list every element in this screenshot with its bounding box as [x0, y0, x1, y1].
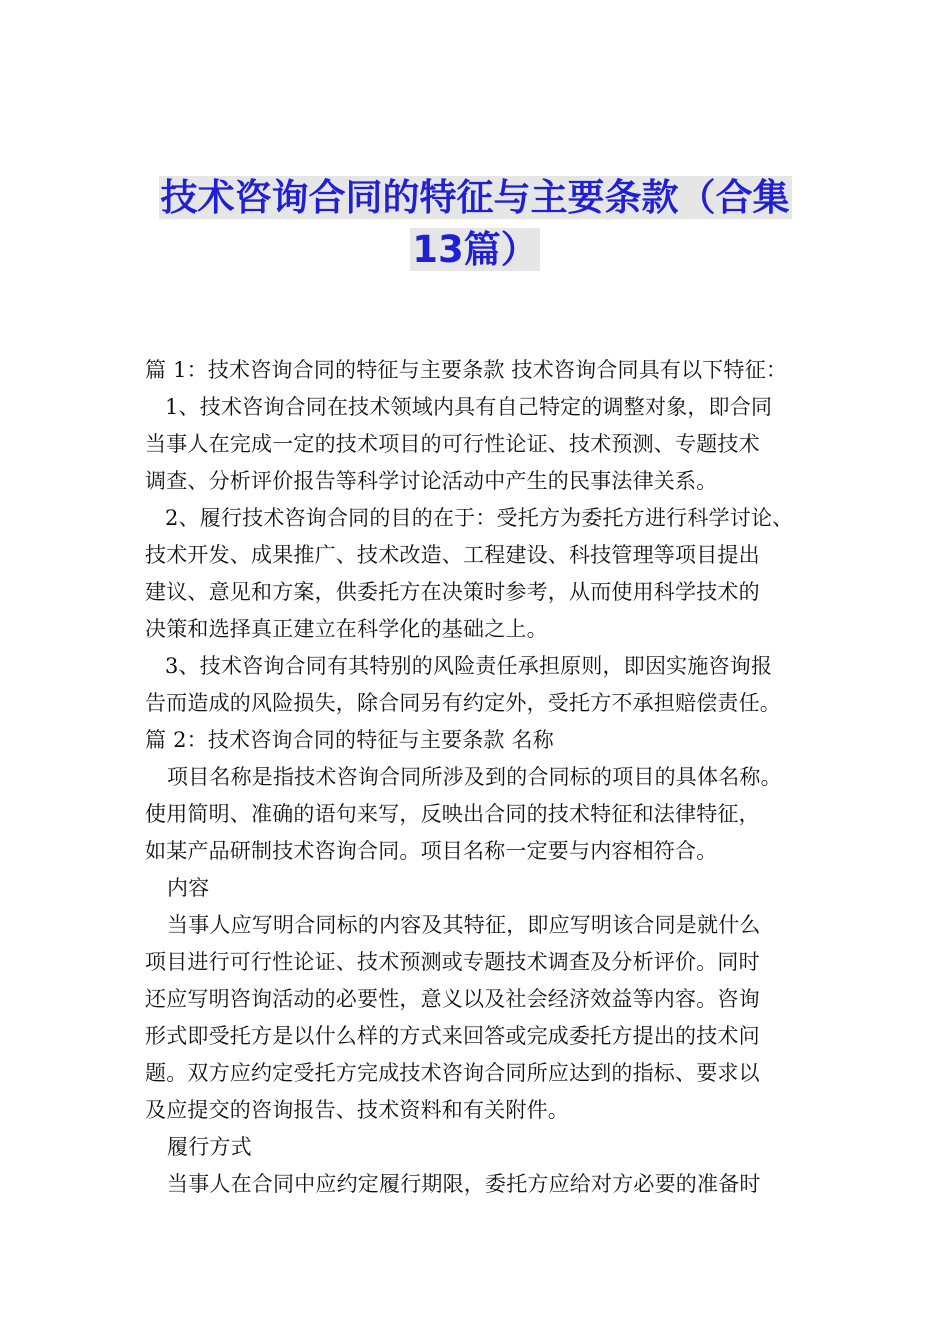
- text-line: 调查、分析评价报告等科学讨论活动中产生的民事法律关系。: [145, 469, 718, 493]
- text-line: 篇 1：技术咨询合同的特征与主要条款 技术咨询合同具有以下特征：: [145, 358, 788, 382]
- title-line-2: [0, 224, 950, 276]
- text-line: 当事人在完成一定的技术项目的可行性论证、技术预测、专题技术: [145, 432, 760, 456]
- text-line: 内容: [167, 876, 210, 900]
- text-line: 如某产品研制技术咨询合同。项目名称一定要与内容相符合。: [145, 839, 718, 863]
- title-line-2-text: 13篇）: [412, 228, 538, 271]
- text-line: 2、履行技术咨询合同的目的在于：受托方为委托方进行科学讨论、: [165, 506, 794, 530]
- title-line-1: [0, 172, 950, 224]
- text-line: 3、技术咨询合同有其特别的风险责任承担原则，即因实施咨询报: [165, 654, 773, 678]
- text-line: 建议、意见和方案，供委托方在决策时参考，从而使用科学技术的: [145, 580, 760, 604]
- text-line: 形式即受托方是以什么样的方式来回答或完成委托方提出的技术问: [145, 1024, 760, 1048]
- text-line: 还应写明咨询活动的必要性，意义以及社会经济效益等内容。咨询: [145, 987, 760, 1011]
- text-line: 决策和选择真正建立在科学化的基础之上。: [145, 617, 548, 641]
- title-line-1-text: 技术咨询合同的特征与主要条款（合集: [160, 176, 790, 219]
- text-line: 使用简明、准确的语句来写，反映出合同的技术特征和法律特征，: [145, 802, 760, 826]
- text-line: 告而造成的风险损失，除合同另有约定外，受托方不承担赔偿责任。: [145, 691, 781, 715]
- text-line: 题。双方应约定受托方完成技术咨询合同所应达到的指标、要求以: [145, 1061, 760, 1085]
- text-line: 技术开发、成果推广、技术改造、工程建设、科技管理等项目提出: [145, 543, 760, 567]
- text-line: 当事人在合同中应约定履行期限，委托方应给对方必要的准备时: [167, 1172, 761, 1196]
- text-line: 履行方式: [167, 1135, 252, 1159]
- text-line: 项目名称是指技术咨询合同所涉及到的合同标的项目的具体名称。: [167, 765, 782, 789]
- text-line: 项目进行可行性论证、技术预测或专题技术调查及分析评价。同时: [145, 950, 760, 974]
- document-title: [0, 172, 950, 276]
- text-line: 篇 2：技术咨询合同的特征与主要条款 名称: [145, 728, 554, 752]
- text-line: 及应提交的咨询报告、技术资料和有关附件。: [145, 1098, 569, 1122]
- document-body: [145, 352, 825, 1203]
- text-line: 当事人应写明合同标的内容及其特征，即应写明该合同是就什么: [167, 913, 761, 937]
- text-line: 1、技术咨询合同在技术领域内具有自己特定的调整对象，即合同: [165, 395, 773, 419]
